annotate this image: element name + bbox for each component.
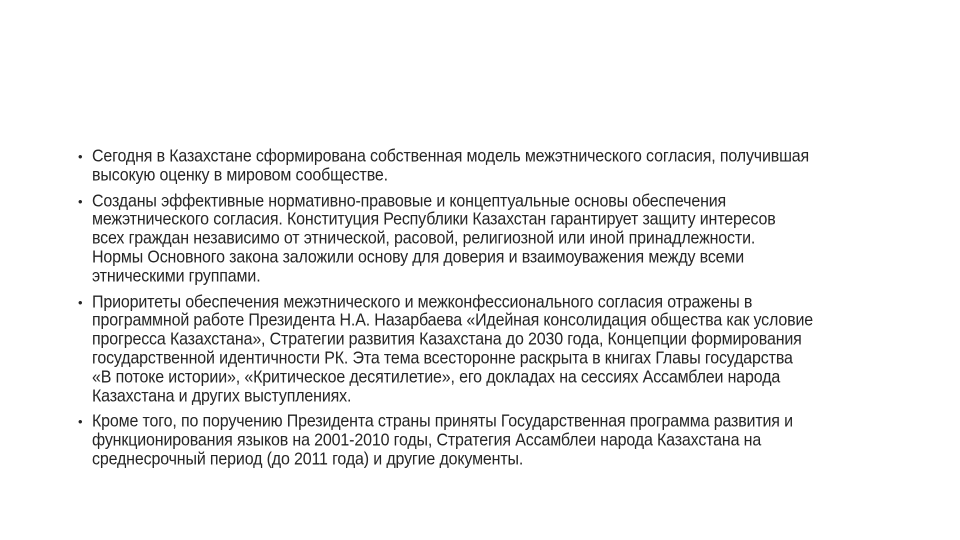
text-line: государственной идентичности РК. Эта тема всесторонне раскрыта в книгах Главы государства xyxy=(92,348,793,368)
text-line: прогресса Казахстана», Стратегии развития Казахстана до 2030 года, Концепции формирования xyxy=(92,330,802,350)
text-line: Нормы Основного закона заложили основу для доверия и взаимоуважения между всеми xyxy=(92,247,745,267)
text-line: Казахстана и других выступлениях. xyxy=(92,386,352,406)
bullet-item xyxy=(78,294,898,407)
bullet-item xyxy=(78,148,898,186)
bullet-icon: • xyxy=(78,149,83,164)
text-line: «В потоке истории», «Критическое десятилетие», его докладах на сессиях Ассамблеи народа xyxy=(92,367,781,387)
text-line: межэтнического согласия. Конституция Республики Казахстан гарантирует защиту интересов xyxy=(92,210,776,230)
text-line: Созданы эффективные нормативно-правовые и концептуальные основы обеспечения xyxy=(92,191,727,211)
text-line: этническими группами. xyxy=(92,266,261,286)
text-line: Сегодня в Казахстане сформирована собственная модель межэтнического согласия, получившая xyxy=(92,146,810,166)
bullet-item xyxy=(78,413,898,469)
text-line: всех граждан независимо от этнической, расовой, религиозной или иной принадлежности. xyxy=(92,229,756,249)
bullet-icon: • xyxy=(78,414,83,430)
text-line: Кроме того, по поручению Президента страны приняты Государственная программа развития и xyxy=(92,412,793,432)
slide-body xyxy=(78,148,898,477)
bullet-icon: • xyxy=(78,294,83,310)
text-line: функционирования языков на 2001-2010 годы, Стратегия Ассамблеи народа Казахстана на xyxy=(92,431,762,451)
text-line: Приоритеты обеспечения межэтнического и межконфессионального согласия отражены в xyxy=(92,292,753,312)
bullet-item xyxy=(78,193,898,287)
text-line: среднесрочный период (до 2011 года) и другие документы. xyxy=(92,449,524,469)
bullet-icon: • xyxy=(78,193,83,209)
text-line: программной работе Президента Н.А. Назарбаева «Идейная консолидация общества как условие xyxy=(92,311,813,331)
text-line: высокую оценку в мировом сообществе. xyxy=(92,165,388,185)
